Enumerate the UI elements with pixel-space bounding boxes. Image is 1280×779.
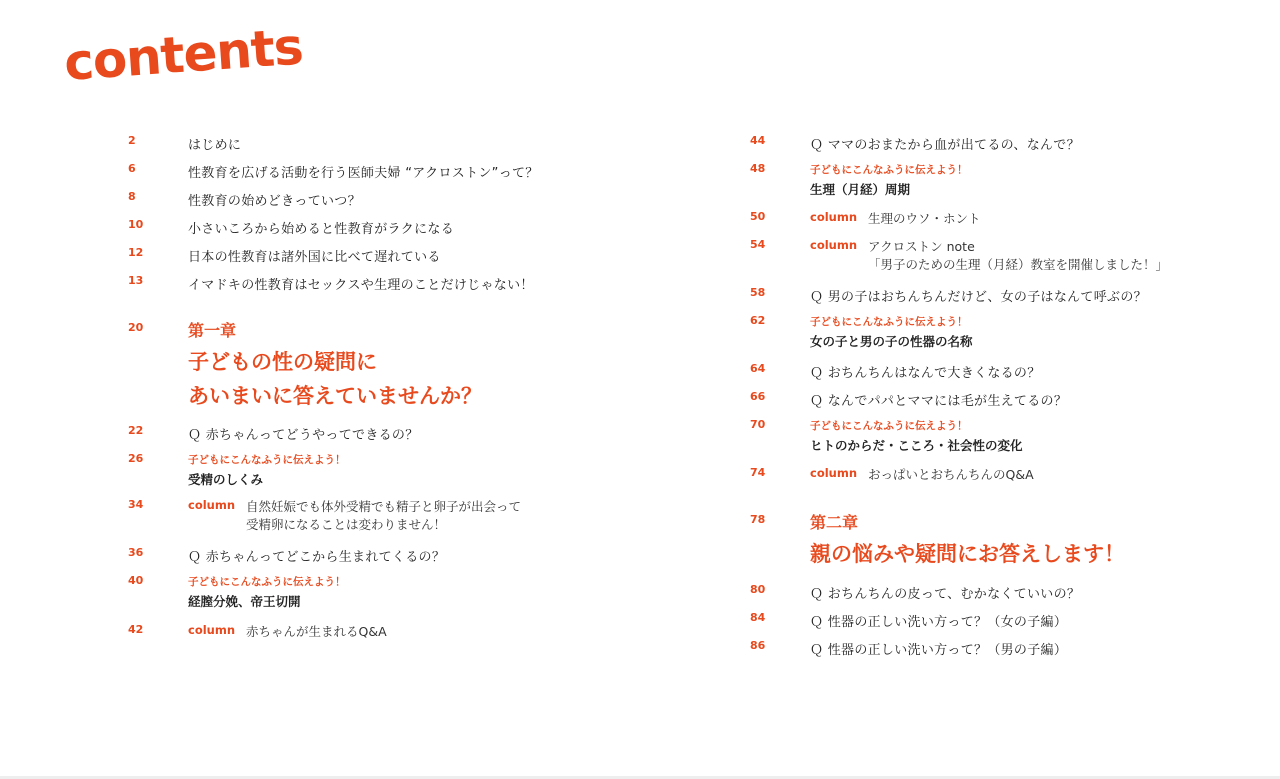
page-number: 78 (750, 513, 766, 526)
page-number: 48 (750, 162, 766, 175)
column-text-line1: おっぱいとおちんちんのQ&A (868, 467, 1034, 482)
toc-text: Ｑ なんでパパとママには毛が生えてるの？ (810, 394, 1068, 409)
toc-text: 性教育を広げる活動を行う医師夫婦 “アクロストン”って？ (188, 166, 539, 181)
toc-text: Ｑ ママのおまたから血が出てるの、なんで？ (810, 138, 1080, 153)
toc-text: イマドキの性教育はセックスや生理のことだけじゃない！ (188, 278, 534, 293)
column-text-line1: 生理のウソ・ホント (868, 211, 981, 226)
page-number: 12 (128, 246, 144, 259)
toc-tag: 子どもにこんなふうに伝えよう！ (810, 316, 968, 328)
page-number: 64 (750, 362, 766, 375)
toc-text: Ｑ 赤ちゃんってどうやってできるの？ (188, 428, 419, 443)
page-number: 58 (750, 286, 766, 299)
page-number: 86 (750, 639, 766, 652)
page-number: 70 (750, 418, 766, 431)
column-text-line1: 自然妊娠でも体外受精でも精子と卵子が出会って (246, 499, 522, 514)
toc-text: 経膣分娩、帝王切開 (188, 594, 301, 609)
column-label: column (188, 498, 236, 512)
column-text-line1: アクロストン note (868, 239, 975, 254)
toc-text: Ｑ おちんちんの皮って、むかなくていいの？ (810, 587, 1081, 602)
page-number: 20 (128, 321, 144, 334)
toc-text: はじめに (188, 138, 242, 153)
column-text-line2: 受精卵になることは変わりません！ (246, 517, 447, 532)
column-label: column (810, 210, 858, 224)
column-label: column (810, 238, 858, 252)
page-number: 13 (128, 274, 144, 287)
page-number: 66 (750, 390, 766, 403)
toc-tag: 子どもにこんなふうに伝えよう！ (188, 576, 346, 588)
toc-text: Ｑ 性器の正しい洗い方って？（女の子編） (810, 615, 1068, 630)
chapter-title-line2: あいまいに答えていませんか？ (188, 384, 482, 408)
column-text-line1: 赤ちゃんが生まれるQ&A (246, 624, 387, 639)
toc-tag: 子どもにこんなふうに伝えよう！ (810, 164, 968, 176)
page-number: 10 (128, 218, 144, 231)
page-number: 36 (128, 546, 144, 559)
page-number: 74 (750, 466, 766, 479)
chapter-title-line1: 子どもの性の疑問に (188, 350, 377, 374)
page-number: 54 (750, 238, 766, 251)
toc-text: ヒトのからだ・こころ・社会性の変化 (810, 438, 1023, 453)
page-number: 42 (128, 623, 144, 636)
page-number: 62 (750, 314, 766, 327)
toc-text: Ｑ 男の子はおちんちんだけど、女の子はなんて呼ぶの？ (810, 290, 1147, 305)
toc-text: Ｑ おちんちんはなんで大きくなるの？ (810, 366, 1041, 381)
toc-text: Ｑ 性器の正しい洗い方って？（男の子編） (810, 643, 1068, 658)
toc-text: 小さいころから始めると性教育がラクになる (188, 222, 455, 237)
page-number: 22 (128, 424, 144, 437)
page-number: 26 (128, 452, 144, 465)
page-number: 50 (750, 210, 766, 223)
column-label: column (810, 466, 858, 480)
toc-text: 日本の性教育は諸外国に比べて遅れている (188, 250, 441, 265)
chapter-title-line1: 親の悩みや疑問にお答えします！ (810, 542, 1125, 566)
column-text-line2: 「男子のための生理（月経）教室を開催しました！」 (868, 257, 1169, 272)
page-number: 34 (128, 498, 144, 511)
toc-text: 受精のしくみ (188, 472, 264, 487)
page-number: 6 (128, 162, 136, 175)
page-number: 44 (750, 134, 766, 147)
toc-text: 生理（月経）周期 (810, 182, 911, 197)
toc-tag: 子どもにこんなふうに伝えよう！ (810, 420, 968, 432)
toc-text: 性教育の始めどきっていつ？ (188, 194, 361, 209)
chapter-label: 第二章 (810, 513, 859, 532)
toc-text: Ｑ 赤ちゃんってどこから生まれてくるの？ (188, 550, 446, 565)
contents-logo: contents (62, 17, 305, 92)
chapter-label: 第一章 (188, 321, 237, 340)
toc-text: 女の子と男の子の性器の名称 (810, 334, 973, 349)
page-number: 80 (750, 583, 766, 596)
page-number: 84 (750, 611, 766, 624)
column-label: column (188, 623, 236, 637)
toc-tag: 子どもにこんなふうに伝えよう！ (188, 454, 346, 466)
page-number: 2 (128, 134, 136, 147)
page-number: 8 (128, 190, 136, 203)
page-number: 40 (128, 574, 144, 587)
